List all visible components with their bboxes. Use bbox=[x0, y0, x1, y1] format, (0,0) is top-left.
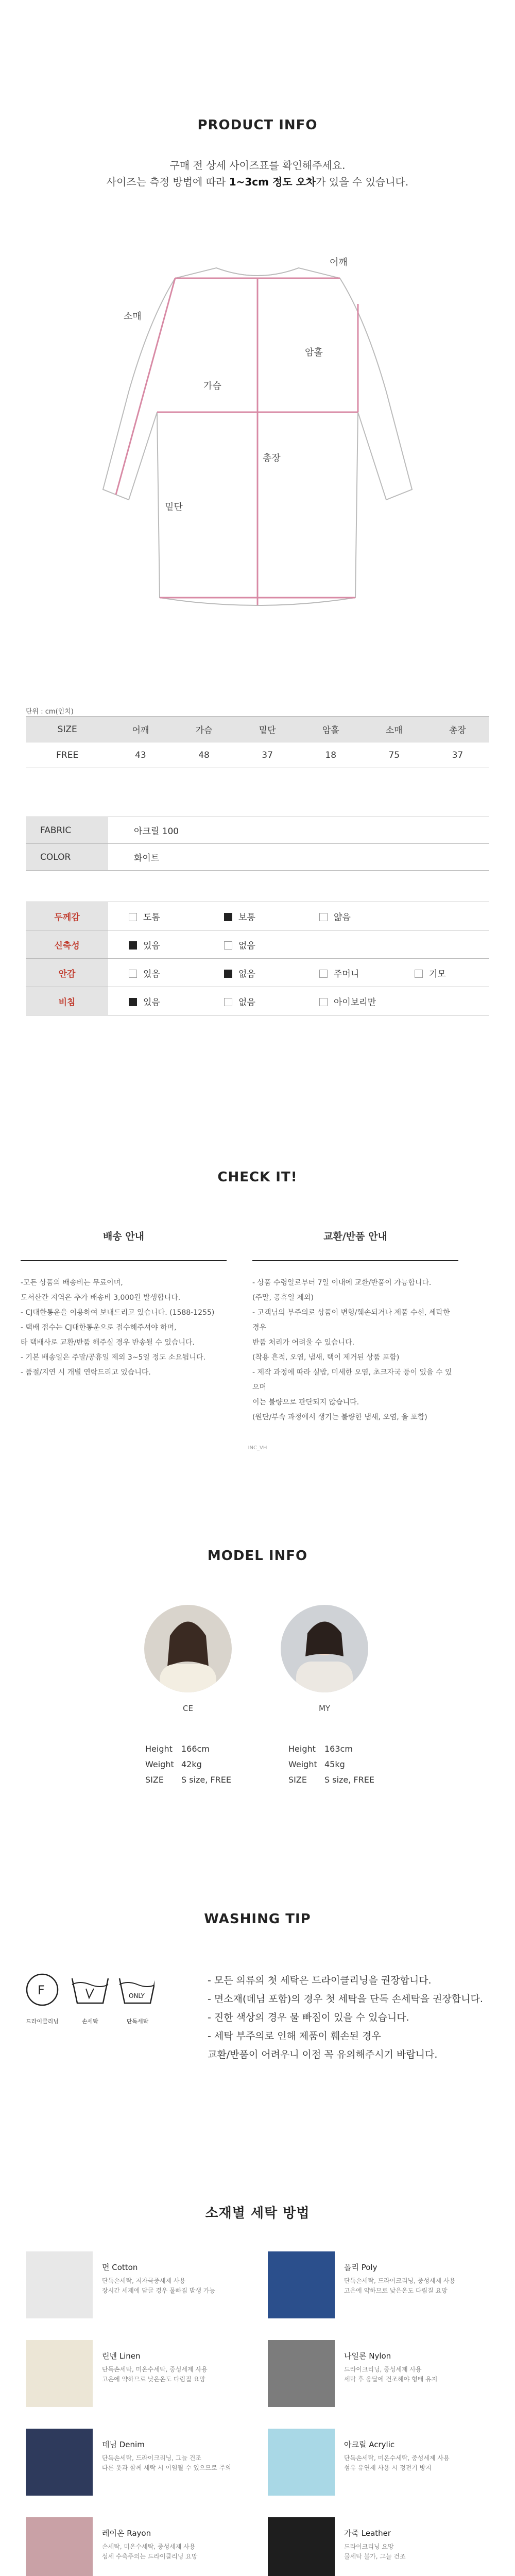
attribute-option bbox=[299, 987, 394, 1015]
info-row bbox=[26, 817, 489, 844]
material-name: 레이온 Rayon bbox=[102, 2529, 151, 2538]
model-name-1: CE bbox=[183, 1704, 193, 1713]
exchange-text: - 상품 수령일로부터 7일 이내에 교환/반품이 가능합니다. (주말, 공휴일 제외) - 고객님의 부주의로 상품이 변형/훼손되거나 제품 수선, 세탁한 경우 반품 처리가 어려울 수 있습니다. (착용 흔적, 오염, 냄새, 택이 제거된 상품 포함) - 제작 과정에 따라 실밥, 미세한 오염, 초크자국 등이 있을 수 있으며 이는 불량으로 판단되지 않습니다. (원단/부속 과정에서 생기는 불량한 냄새, 오염, 올 포함) bbox=[252, 1279, 452, 1421]
empty-cell bbox=[394, 902, 489, 930]
delivery-title: 배송 안내 bbox=[102, 1231, 145, 1242]
model-card-1 bbox=[136, 1605, 239, 1713]
size-col-header: 암홀 bbox=[299, 717, 363, 742]
attribute-option-label: 없음 bbox=[238, 940, 255, 951]
model-name-2: MY bbox=[318, 1704, 331, 1713]
check-footnote: INC_VH bbox=[248, 1445, 267, 1451]
checkbox-icon bbox=[319, 998, 328, 1006]
checkbox-icon bbox=[129, 998, 137, 1006]
model-photo-1 bbox=[144, 1605, 232, 1692]
attribute-option bbox=[203, 902, 299, 930]
model-figure-icon bbox=[144, 1605, 232, 1692]
checkbox-icon bbox=[415, 970, 423, 978]
material-desc: 단독손세탁, 드라이크리닝, 그늘 건조 다른 옷과 함께 세탁 시 이염될 수 있으므로 주의 bbox=[102, 2454, 231, 2471]
empty-cell bbox=[394, 930, 489, 959]
wash-symbols-icon bbox=[21, 1968, 154, 2009]
material-desc: 단독손세탁, 미온수세탁, 중성세제 사용 고온에 약하므로 낮은온도 다림질 요망 bbox=[102, 2366, 208, 2383]
material-desc: 단독손세탁, 미온수세탁, 중성세제 사용 섬유 유연제 사용 시 정전기 방지 bbox=[344, 2454, 450, 2471]
size-cell: 43 bbox=[109, 742, 172, 768]
material-desc: 손세탁, 미온수세탁, 중성세제 사용 섬세 수축주의는 드라이클리닝 요망 bbox=[102, 2543, 198, 2560]
wash-icon-label-2: 손세탁 bbox=[82, 2018, 98, 2025]
checkbox-icon bbox=[319, 970, 328, 978]
checkbox-icon bbox=[224, 913, 232, 921]
material-name: 데님 Denim bbox=[102, 2440, 145, 2449]
material-item bbox=[268, 2517, 479, 2576]
attribute-option bbox=[108, 902, 203, 930]
length-label: 총장 bbox=[263, 453, 281, 464]
attribute-option-label: 있음 bbox=[143, 969, 160, 979]
model-figure-icon bbox=[281, 1605, 368, 1692]
washing-tip-4: - 세탁 부주의로 인해 제품이 훼손된 경우 bbox=[208, 2030, 381, 2042]
material-swatch bbox=[26, 2517, 93, 2576]
attribute-option bbox=[108, 930, 203, 959]
material-swatch bbox=[26, 2251, 93, 2318]
attribute-option-label: 없음 bbox=[238, 997, 255, 1008]
materials-title: 소재별 세탁 방법 bbox=[205, 2206, 310, 2221]
wash-icon-label-3: 단독세탁 bbox=[126, 2018, 149, 2025]
attribute-option-label: 기모 bbox=[429, 969, 446, 979]
product-info-intro bbox=[0, 157, 515, 190]
material-swatch bbox=[26, 2340, 93, 2407]
attribute-key: 신축성 bbox=[26, 930, 108, 959]
hem-label: 밑단 bbox=[165, 502, 183, 513]
attribute-option-label: 주머니 bbox=[334, 969, 359, 979]
material-item bbox=[26, 2517, 237, 2576]
sweater-sketch-icon bbox=[98, 258, 417, 629]
empty-cell bbox=[299, 930, 394, 959]
exchange-guide bbox=[252, 1229, 458, 1425]
material-name: 폴리 Poly bbox=[344, 2263, 377, 2272]
attribute-option-label: 있음 bbox=[143, 997, 160, 1008]
material-swatch bbox=[26, 2429, 93, 2496]
checkbox-icon bbox=[319, 913, 328, 921]
model-card-2 bbox=[273, 1605, 376, 1713]
fabric-color-table bbox=[26, 817, 489, 871]
material-name: 린넨 Linen bbox=[102, 2351, 141, 2361]
attribute-option bbox=[394, 959, 489, 987]
attribute-option bbox=[203, 987, 299, 1015]
size-col-header: SIZE bbox=[26, 717, 109, 742]
size-col-header: 가슴 bbox=[172, 717, 235, 742]
info-value: 화이트 bbox=[108, 844, 489, 871]
size-col-header: 어깨 bbox=[109, 717, 172, 742]
material-desc: 드라이크리닝, 중성세제 사용 세탁 후 응달에 건조해야 형태 유지 bbox=[344, 2366, 438, 2383]
washing-icons bbox=[21, 1968, 154, 2035]
attribute-key: 안감 bbox=[26, 959, 108, 987]
checkbox-icon bbox=[129, 941, 137, 950]
attribute-row bbox=[26, 930, 489, 959]
sleeve-label: 소매 bbox=[124, 311, 142, 322]
info-row bbox=[26, 844, 489, 871]
wash-icon-label-1: 드라이클리닝 bbox=[26, 2018, 59, 2025]
washing-tip-title: WASHING TIP bbox=[204, 1911, 311, 1927]
delivery-text: -모든 상품의 배송비는 무료이며, 도서산간 지역은 추가 배송비 3,000원 발생합니다. - CJ대한통운을 이용하여 보내드리고 있습니다. (1588-1255) - 택배 접수는 CJ대한통운으로 접수해주셔야 하며, 타 택배사로 교환/반품 해주실 경우 반송될 수 있습니다. - 기본 배송일은 주말/공휴일 제외 3~5일 정도 소요됩니다. - 품절/지연 시 개별 연락드리고 있습니다. bbox=[21, 1279, 215, 1377]
attribute-option bbox=[108, 959, 203, 987]
material-swatch bbox=[268, 2517, 335, 2576]
attribute-row bbox=[26, 959, 489, 987]
size-row bbox=[26, 742, 489, 768]
material-item bbox=[26, 2251, 237, 2324]
model-stats-1: Height 166cm Weight 42kg SIZE S size, FREE bbox=[145, 1744, 231, 1785]
attribute-option bbox=[299, 959, 394, 987]
checkbox-icon bbox=[129, 913, 137, 921]
washing-tip-1: - 모든 의류의 첫 세탁은 드라이클리닝을 권장합니다. bbox=[208, 1975, 432, 1986]
material-swatch bbox=[268, 2340, 335, 2407]
material-item bbox=[268, 2251, 479, 2324]
material-swatch bbox=[268, 2251, 335, 2318]
attribute-row bbox=[26, 987, 489, 1015]
empty-cell bbox=[394, 987, 489, 1015]
info-value: 아크릴 100 bbox=[108, 817, 489, 844]
size-cell: 75 bbox=[363, 742, 426, 768]
model-stats-2: Height 163cm Weight 45kg SIZE S size, FREE bbox=[288, 1744, 374, 1785]
attribute-option-label: 도톰 bbox=[143, 912, 160, 923]
exchange-divider bbox=[252, 1260, 458, 1261]
material-item bbox=[268, 2429, 479, 2501]
washing-tip-5: 교환/반품이 어려우니 이점 꼭 유의해주시기 바랍니다. bbox=[208, 2049, 438, 2060]
attribute-option-label: 아이보리만 bbox=[334, 997, 376, 1008]
material-name: 나일론 Nylon bbox=[344, 2351, 391, 2361]
size-unit-note: 단위 : cm(인치) bbox=[26, 708, 74, 716]
size-col-header: 총장 bbox=[426, 717, 489, 742]
washing-tip-3: - 진한 색상의 경우 물 빠짐이 있을 수 있습니다. bbox=[208, 2012, 409, 2023]
checkbox-icon bbox=[224, 998, 232, 1006]
size-cell: 37 bbox=[426, 742, 489, 768]
attribute-option-label: 보통 bbox=[238, 912, 255, 923]
model-info-title: MODEL INFO bbox=[207, 1548, 308, 1564]
size-table bbox=[26, 716, 489, 768]
material-item bbox=[268, 2340, 479, 2412]
size-cell: 37 bbox=[236, 742, 299, 768]
material-desc: 드라이크리닝 요망 물세탁 불가, 그늘 건조 bbox=[344, 2543, 406, 2560]
material-name: 아크릴 Acrylic bbox=[344, 2440, 395, 2449]
attribute-table bbox=[26, 902, 489, 1015]
intro-line-1: 구매 전 상세 사이즈표를 확인해주세요. bbox=[169, 159, 346, 172]
delivery-guide bbox=[21, 1229, 227, 1380]
chest-label: 가슴 bbox=[203, 381, 221, 392]
attribute-option bbox=[108, 987, 203, 1015]
attribute-key: 비침 bbox=[26, 987, 108, 1015]
check-it-title: CHECK IT! bbox=[217, 1170, 298, 1185]
attribute-row bbox=[26, 902, 489, 930]
attribute-option-label: 있음 bbox=[143, 940, 160, 951]
svg-text:F: F bbox=[38, 1983, 45, 1997]
info-key: COLOR bbox=[26, 844, 108, 871]
material-desc: 단독손세탁, 드라이크리닝, 중성세제 사용 고온에 약하므로 낮은온도 다림질 요망 bbox=[344, 2277, 456, 2294]
size-col-header: 소매 bbox=[363, 717, 426, 742]
material-item bbox=[26, 2429, 237, 2501]
checkbox-icon bbox=[224, 941, 232, 950]
attribute-option bbox=[299, 902, 394, 930]
material-item bbox=[26, 2340, 237, 2412]
exchange-title: 교환/반품 안내 bbox=[323, 1231, 387, 1242]
checkbox-icon bbox=[129, 970, 137, 978]
size-col-header: 밑단 bbox=[236, 717, 299, 742]
washing-tips bbox=[208, 1971, 483, 2064]
delivery-divider bbox=[21, 1260, 227, 1261]
material-name: 면 Cotton bbox=[102, 2263, 138, 2272]
checkbox-icon bbox=[224, 970, 232, 978]
measurement-sketch bbox=[98, 258, 417, 629]
size-cell: 18 bbox=[299, 742, 363, 768]
shoulder-label: 어깨 bbox=[330, 257, 348, 268]
attribute-option-label: 얇음 bbox=[334, 912, 351, 923]
model-photo-2 bbox=[281, 1605, 368, 1692]
armhole-label: 암홀 bbox=[305, 347, 323, 358]
washing-tip-2: - 면소재(데님 포함)의 경우 첫 세탁을 단독 손세탁을 권장합니다. bbox=[208, 1993, 483, 2005]
size-cell: 48 bbox=[172, 742, 235, 768]
product-info-title: PRODUCT INFO bbox=[197, 117, 318, 133]
material-desc: 단독손세탁, 저자극중세제 사용 장시간 세제에 담글 경우 물빠짐 발생 가능 bbox=[102, 2277, 215, 2294]
intro-line-2: 사이즈는 측정 방법에 따라 1~3cm 정도 오차가 있을 수 있습니다. bbox=[106, 176, 409, 188]
svg-text:ONLY: ONLY bbox=[129, 1992, 145, 1999]
attribute-key: 두께감 bbox=[26, 902, 108, 930]
size-cell: FREE bbox=[26, 742, 109, 768]
attribute-option bbox=[203, 959, 299, 987]
material-swatch bbox=[268, 2429, 335, 2496]
attribute-option-label: 없음 bbox=[238, 969, 255, 979]
material-name: 가죽 Leather bbox=[344, 2529, 391, 2538]
attribute-option bbox=[203, 930, 299, 959]
info-key: FABRIC bbox=[26, 817, 108, 844]
